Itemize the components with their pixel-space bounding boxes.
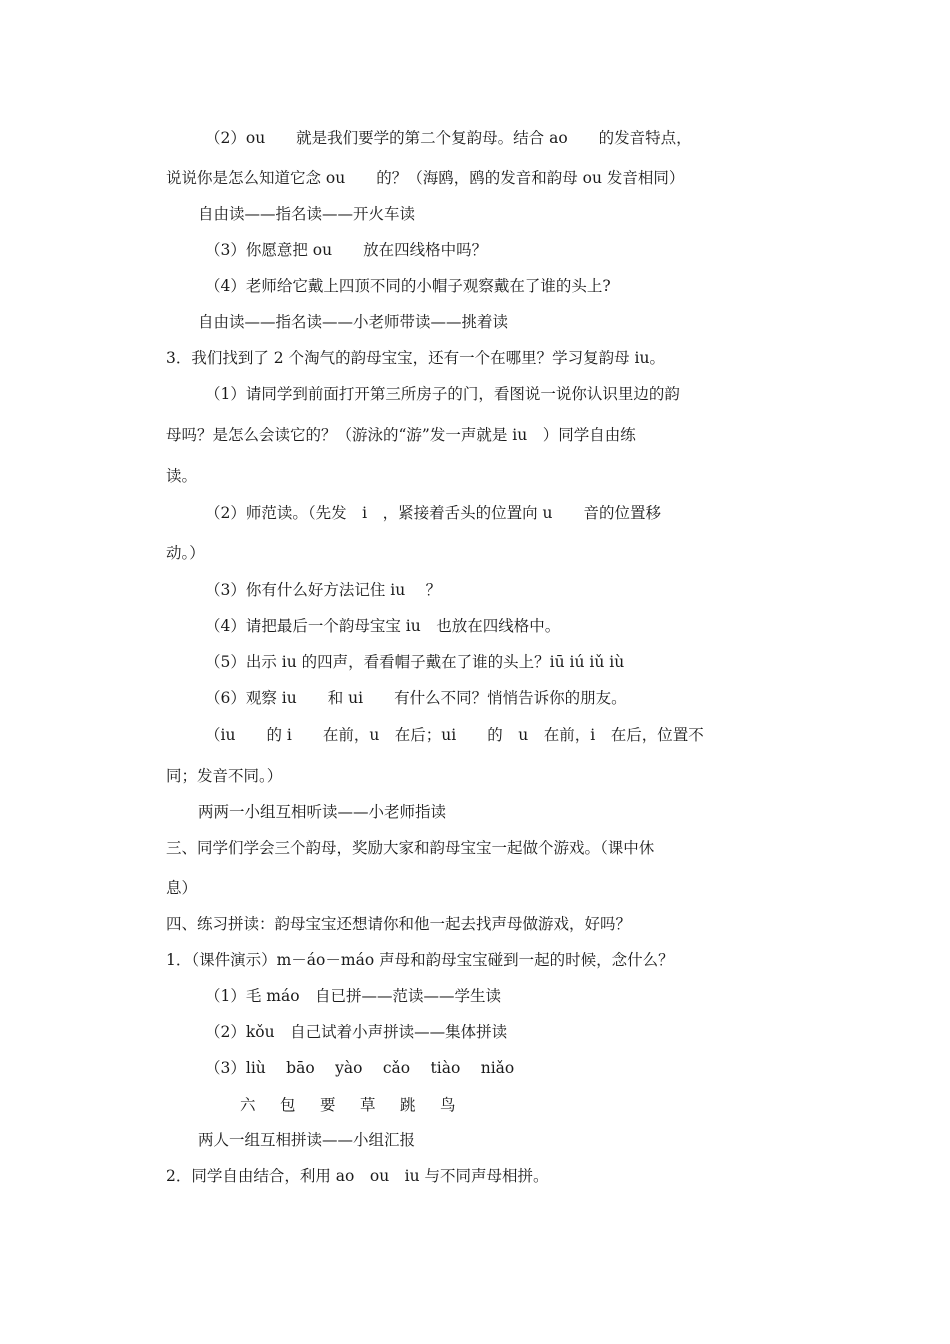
paragraph-line: （2）kǒu 自己试着小声拼读——集体拼读 <box>205 1023 508 1041</box>
paragraph-line: （6）观察 iu 和 ui 有什么不同？悄悄告诉你的朋友。 <box>205 689 627 707</box>
character: 包 <box>280 1096 296 1114</box>
paragraph-line: 两两一小组互相听读——小老师指读 <box>198 803 447 821</box>
paragraph-line: 自由读——指名读——开火车读 <box>198 205 416 223</box>
paragraph-line: （4）老师给它戴上四顶不同的小帽子观察戴在了谁的头上? <box>205 277 611 295</box>
paragraph-line: 说说你是怎么知道它念 ou 的？（海鸥，鸥的发音和韵母 ou 发音相同） <box>166 169 685 187</box>
paragraph-line: 母吗？是怎么会读它的？（游泳的“游”发一声就是 iu ）同学自由练 <box>166 426 636 444</box>
character: 跳 <box>400 1096 416 1114</box>
paragraph-line: 自由读——指名读——小老师带读——挑着读 <box>198 313 509 331</box>
paragraph-line: （3）你愿意把 ou 放在四线格中吗？ <box>205 241 488 259</box>
paragraph-line: 读。 <box>166 467 198 485</box>
character-row <box>240 1095 480 1115</box>
character: 草 <box>360 1096 376 1114</box>
character: 要 <box>320 1096 336 1114</box>
paragraph-line: （iu 的 i 在前，u 在后；ui 的 u 在前，i 在后，位置不 <box>205 726 704 744</box>
character: 六 <box>240 1096 256 1114</box>
paragraph-line: 同；发音不同。） <box>166 767 283 785</box>
paragraph-line: （3）你有什么好方法记住 iu ？ <box>205 581 442 599</box>
paragraph-line: 息） <box>166 879 198 897</box>
paragraph-line: 三、同学们学会三个韵母，奖励大家和韵母宝宝一起做个游戏。（课中休 <box>166 839 655 857</box>
paragraph-line: （2）ou 就是我们要学的第二个复韵母。结合 ao 的发音特点， <box>205 129 692 147</box>
paragraph-line: 两人一组互相拼读——小组汇报 <box>198 1131 416 1149</box>
paragraph-line: 四、练习拼读：韵母宝宝还想请你和他一起去找声母做游戏，好吗？ <box>166 915 632 933</box>
paragraph-line: （5）出示 iu 的四声，看看帽子戴在了谁的头上？iū iú iǔ iù <box>205 653 625 671</box>
paragraph-line: （3）liù bāo yào cǎo tiào niǎo <box>205 1059 515 1077</box>
paragraph-line: 3．我们找到了 2 个淘气的韵母宝宝，还有一个在哪里？学习复韵母 iu。 <box>166 349 665 367</box>
paragraph-line: （1）请同学到前面打开第三所房子的门，看图说一说你认识里边的韵 <box>205 385 680 403</box>
character: 鸟 <box>440 1096 456 1114</box>
paragraph-line: （1）毛 máo 自已拼——范读——学生读 <box>205 987 502 1005</box>
paragraph-line: 1．（课件演示）m－áo－máo 声母和韵母宝宝碰到一起的时候，念什么？ <box>166 951 674 969</box>
paragraph-line: （4）请把最后一个韵母宝宝 iu 也放在四线格中。 <box>205 617 561 635</box>
paragraph-line: （2）师范读。（先发 i ，紧接着舌头的位置向 u 音的位置移 <box>205 504 661 522</box>
paragraph-line: 动。） <box>166 544 205 562</box>
paragraph-line: 2．同学自由结合，利用 ao ou iu 与不同声母相拼。 <box>166 1167 549 1185</box>
